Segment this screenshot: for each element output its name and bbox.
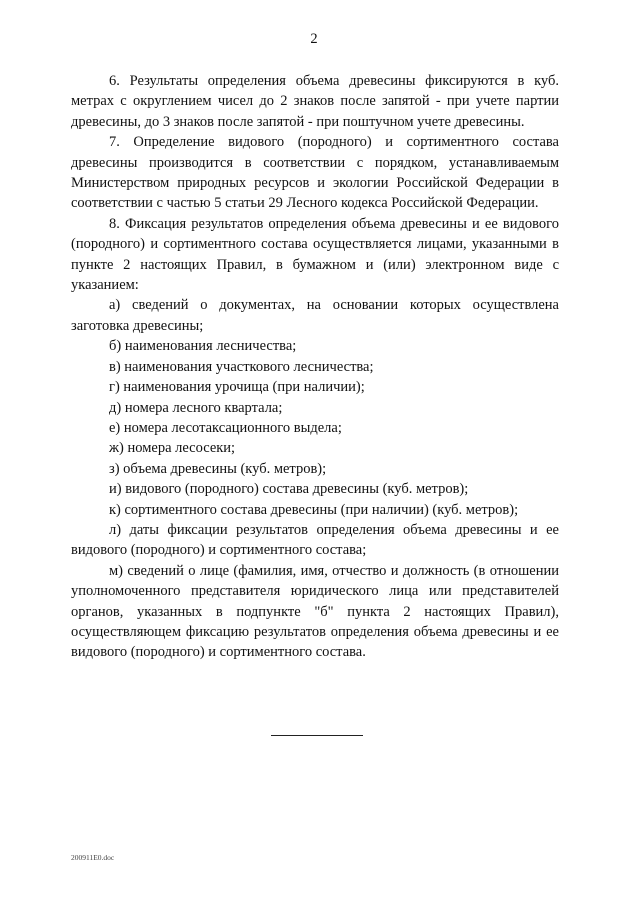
list-item-i: и) видового (породного) состава древесины (куб. метров); (109, 481, 469, 498)
list-item-l: л) даты фиксации результатов определения объема древесины и ее видового (породного) и сортиментного состава; (71, 521, 559, 559)
end-separator-line (271, 735, 363, 736)
list-item-z: з) объема древесины (куб. метров); (109, 460, 327, 477)
list-item-d: д) номера лесного квартала; (109, 399, 283, 416)
paragraph-8: 8. Фиксация результатов определения объема древесины и ее видового (породного) и сортиментного состава осуществляется лицами, указанными в пункте 2 настоящих Правил, в бумажном и (или) электронном виде с указанием: (71, 215, 559, 294)
list-item-g: г) наименования урочища (при наличии); (109, 379, 365, 396)
document-body (71, 71, 559, 663)
list-item-k: к) сортиментного состава древесины (при наличии) (куб. метров); (109, 501, 519, 518)
page-number: 2 (310, 31, 318, 47)
paragraph-6: 6. Результаты определения объема древесины фиксируются в куб. метрах с округлением чисел до 2 знаков после запятой - при учете партии древесины, до 3 знаков после запятой - при поштучном учете древесины. (71, 73, 559, 130)
list-item-v: в) наименования участкового лесничества; (109, 358, 374, 375)
list-item-e: е) номера лесотаксационного выдела; (109, 419, 342, 436)
list-item-m: м) сведений о лице (фамилия, имя, отчество и должность (в отношении уполномоченного представителя юридического лица или представителей органов, указанных в подпункте "б" пункта 2 настоящих Правил), осуществляющем фиксацию результатов определения объема древесины и ее видового (породного) и сортиментного состава. (71, 562, 559, 661)
list-item-b: б) наименования лесничества; (109, 338, 297, 355)
list-item-a: а) сведений о документах, на основании которых осуществлена заготовка древесины; (71, 297, 559, 334)
paragraph-7: 7. Определение видового (породного) и сортиментного состава древесины производится в соответствии с порядком, устанавливаемым Министерством природных ресурсов и экологии Российской Федерации в соответствии с частью 5 статьи 29 Лесного кодекса Российской Федерации. (71, 134, 559, 212)
list-item-zh: ж) номера лесосеки; (109, 440, 236, 457)
footer-file-name: 200911E0.doc (71, 853, 115, 862)
